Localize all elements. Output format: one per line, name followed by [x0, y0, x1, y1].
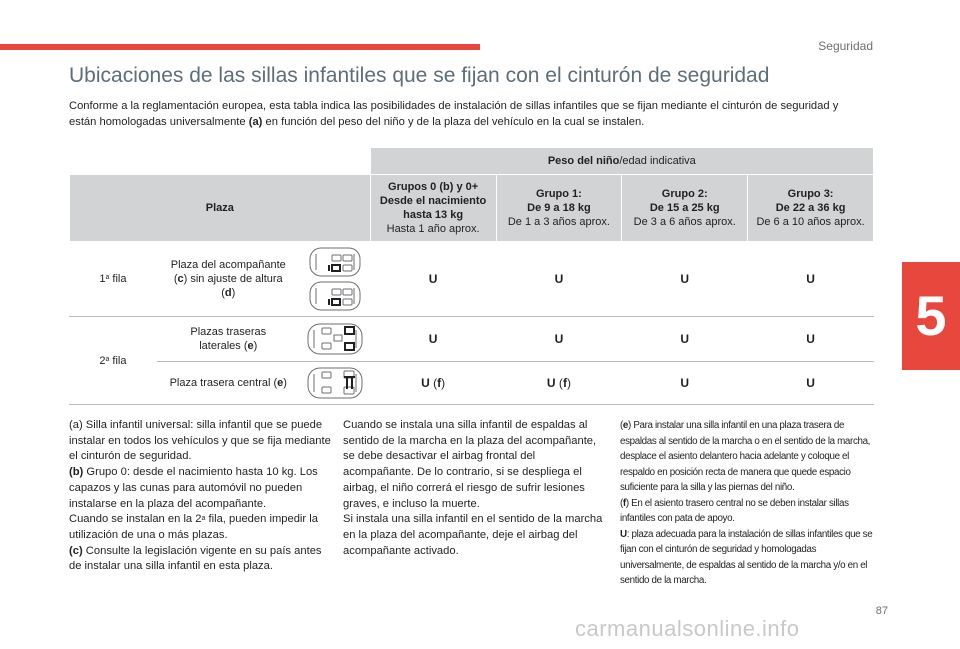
note-e: (e) Para instalar una silla infantil en una plaza trasera de espaldas al sentido de la marcha o en el sentido de la marcha, desplace el asiento delantero hacia adelante y coloque el respaldo en posición recta de manera que quede espacio suficiente para la silla y las piernas del niño. [620, 420, 871, 493]
section-label: Seguridad [818, 39, 873, 53]
weight-age-header: Peso del niño/edad indicativa [370, 148, 873, 175]
cell-value: U [622, 362, 748, 405]
footnotes-column-2 [343, 418, 605, 559]
cell-value: U (f) [370, 362, 496, 405]
seat-passenger-label: Plaza del acompañante (c) sin ajuste de altura (d) [156, 242, 300, 317]
group-0-header: Grupos 0 (b) y 0+ Desde el nacimiento hasta 13 kg Hasta 1 año aprox. [370, 175, 496, 242]
group-2-header: Grupo 2: De 15 a 25 kg De 3 a 6 años aprox. [622, 175, 748, 242]
page-number: 87 [875, 605, 888, 617]
note-f: (f) En el asiento trasero central no se deben instalar sillas infantiles con pata de apoyo. [620, 497, 849, 524]
intro-paragraph [69, 98, 859, 130]
airbag-warning-rearward: Cuando se instala una silla infantil de espaldas al sentido de la marcha en la plaza del acompañante, se debe desactivar el airbag frontal del acompañante. De lo contrario, si se despliega el airbag, el niño correrá el riesgo de sufrir lesiones graves, e incluso la muerte. [343, 419, 597, 510]
intro-text-after: en función del peso del niño y de la plaza del vehículo en la cual se instalen. [262, 116, 645, 128]
cell-value: U [748, 242, 874, 317]
footnotes-column-1 [69, 418, 331, 575]
table-row [70, 317, 874, 362]
cell-value: U [496, 242, 622, 317]
cell-value: U [748, 317, 874, 362]
note-b-rear: Cuando se instalan en la 2$^a$ fila, pueden impedir la utilización de una o más plazas. [69, 513, 318, 541]
row-label-first: 1$^a$ fila [70, 242, 157, 317]
header-accent-bar [0, 44, 480, 50]
cell-value: U [370, 242, 496, 317]
car-rear-center-seat-icon [300, 362, 370, 405]
note-b: (b) Grupo 0: desde el nacimiento hasta 10 kg. Los capazos y las cunas para automóvil no pueden instalarse en la plaza del acompañante. [69, 466, 318, 510]
cell-value: U [496, 317, 622, 362]
page-title: Ubicaciones de las sillas infantiles que se fijan con el cinturón de seguridad [69, 64, 770, 87]
seat-rear-side-label: Plazas traseras laterales (e) [156, 317, 300, 362]
row-label-second: 2$^a$ fila [70, 317, 157, 405]
cell-value: U [622, 317, 748, 362]
seat-rear-center-label: Plaza trasera central (e) [156, 362, 300, 405]
note-c: (c) Consulte la legislación vigente en su país antes de instalar una silla infantil en esta plaza. [69, 544, 322, 573]
intro-ref-a: (a) [248, 116, 263, 128]
table-row [70, 362, 874, 405]
table-corner-blank [70, 148, 371, 175]
cell-value: U [622, 242, 748, 317]
cell-value: U (f) [496, 362, 622, 405]
airbag-warning-forward: Si instala una silla infantil en el sentido de la marcha en la plaza del acompañante, deje el airbag del acompañante activado. [343, 513, 603, 557]
note-u: U: plaza adecuada para la instalación de sillas infantiles que se fijan con el cinturón de seguridad y homologadas universalmente, de espaldas al sentido de la marcha y/o en el sentido de la marcha. [620, 528, 873, 586]
child-seat-table [69, 147, 874, 405]
car-rear-side-seats-icon [300, 317, 370, 362]
footnotes-column-3 [620, 418, 878, 589]
car-front-seat-icon [300, 242, 370, 317]
chapter-tab[interactable]: 5 [902, 262, 960, 370]
cell-value: U [370, 317, 496, 362]
group-1-header: Grupo 1: De 9 a 18 kg De 1 a 3 años aprox. [496, 175, 622, 242]
watermark: carmanualsonline.info [575, 616, 800, 641]
intro-text-before: Conforme a la reglamentación europea, esta tabla indica las posibilidades de instalación de sillas infantiles que se fijan mediante el cinturón de seguridad y están homologadas universalmente [69, 100, 839, 128]
group-3-header: Grupo 3: De 22 a 36 kg De 6 a 10 años aprox. [748, 175, 874, 242]
cell-value: U [748, 362, 874, 405]
note-a: (a) Silla infantil universal: silla infantil que se puede instalar en todos los vehículos y que se fija mediante el cinturón de seguridad. [69, 419, 331, 463]
table-row [70, 242, 874, 317]
plaza-header: Plaza [70, 175, 371, 242]
